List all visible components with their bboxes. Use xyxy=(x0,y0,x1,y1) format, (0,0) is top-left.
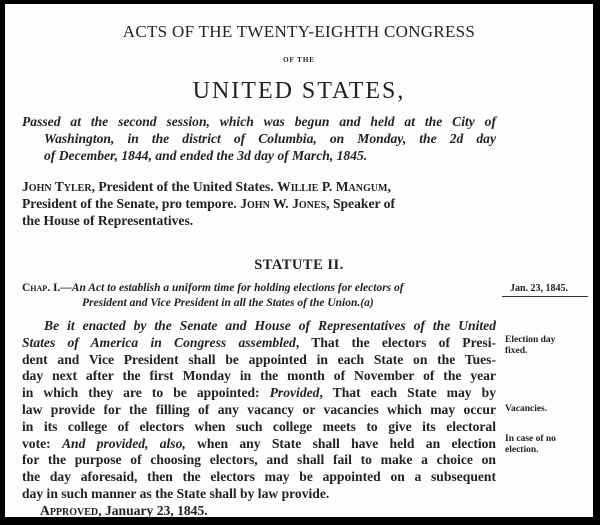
document-title: ACTS OF THE TWENTY-EIGHTH CONGRESS xyxy=(122,22,476,41)
body-line: dent and Vice President shall be appointed in each State on the Tues- xyxy=(22,351,496,367)
side-note-line: In case of no xyxy=(505,434,556,444)
body-line: day in such manner as the State shall by law provide. xyxy=(22,485,330,501)
officer-text: , xyxy=(387,179,391,194)
side-note-no-election xyxy=(505,434,556,456)
side-note-line: Election day xyxy=(505,335,556,345)
side-note-election-day xyxy=(505,335,555,357)
approved-date: , January 23, 1845. xyxy=(98,502,208,518)
body-text: , That the electors of Presi- xyxy=(295,334,496,350)
body-text: And provided, also, xyxy=(61,435,186,451)
body-line: the day aforesaid, then the electors may be appointed on a subsequent xyxy=(22,469,496,485)
chapter-heading xyxy=(22,281,496,311)
body-text: Provided xyxy=(269,385,320,401)
body-line: law provide for the filling of any vacancy or vacancies which may occur xyxy=(22,401,496,417)
of-the: OF THE xyxy=(283,56,315,64)
body-text: States of America in Congress assembled xyxy=(22,334,296,350)
officer-text: the House of Representatives. xyxy=(22,212,194,228)
document-page xyxy=(5,4,593,517)
side-note-vacancies: Vacancies. xyxy=(505,404,548,414)
officer-text: , Speaker of xyxy=(326,195,395,211)
body-line: day next after the first Monday in the month of November of the year xyxy=(22,368,496,384)
session-line: of December, 1844, and ended the 3d day of March, 1845. xyxy=(44,147,368,163)
officer-name: John W. Jones xyxy=(240,195,327,211)
session-line: Washington, in the district of Columbia, on Monday, the 2d day xyxy=(44,130,496,146)
approved-label: Approved xyxy=(40,502,99,518)
body-text: vote: xyxy=(22,435,62,451)
session-line: Passed at the second session, which was begun and held at the City of xyxy=(22,114,496,129)
side-note-line: fixed. xyxy=(505,346,528,356)
body-line: for the purpose of choosing electors, and shall fail to make a choice on xyxy=(22,452,496,468)
body-line: in its college of electors when such college meets to give its electoral xyxy=(22,418,496,434)
officers-paragraph xyxy=(22,179,496,229)
body-text: , That each State may by xyxy=(319,385,496,401)
body-text: when any State shall have held an election xyxy=(185,435,496,451)
act-body xyxy=(22,318,496,520)
chapter-label: Chap. I. xyxy=(22,282,61,294)
united-states-heading: UNITED STATES, xyxy=(192,78,406,104)
officer-text: President of the Senate, pro tempore. xyxy=(22,195,241,211)
side-note-line: election. xyxy=(505,445,539,455)
body-text: in which they are to be appointed: xyxy=(22,385,270,401)
body-line: Be it enacted by the Senate and House of Representatives of the United xyxy=(44,318,496,333)
chapter-title: President and Vice President in all the States of the Union.(a) xyxy=(82,297,374,309)
divider xyxy=(502,296,588,297)
chapter-title: —An Act to establish a uniform time for holding elections for electors of xyxy=(60,282,404,294)
officer-text: , President of the United States. xyxy=(91,179,278,194)
session-paragraph xyxy=(22,114,496,164)
officer-name: John Tyler xyxy=(22,179,92,194)
chapter-date: Jan. 23, 1845. xyxy=(510,283,569,294)
officer-name: Willie P. Mangum xyxy=(277,179,388,194)
statute-heading: STATUTE II. xyxy=(254,257,344,273)
